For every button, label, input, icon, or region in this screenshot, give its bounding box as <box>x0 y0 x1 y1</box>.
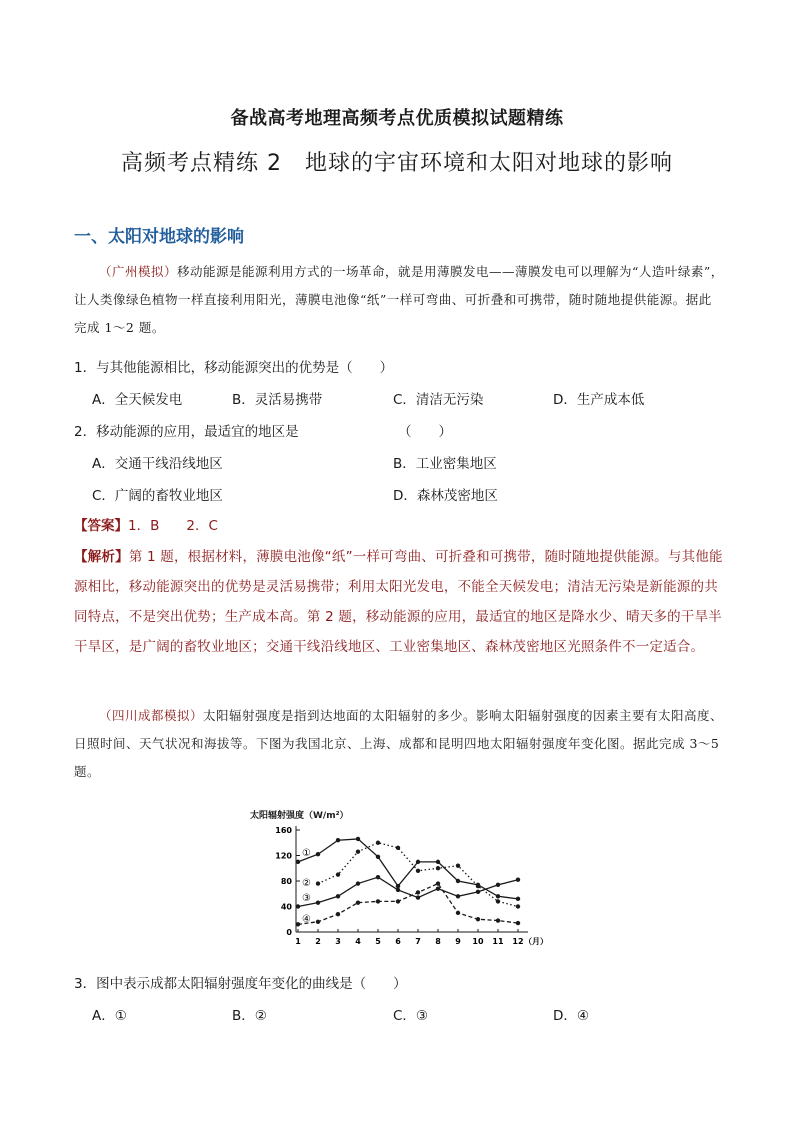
x-tick-label: 11 <box>492 937 504 946</box>
analysis-label: 【解析】 <box>74 549 129 565</box>
y-tick-label: 120 <box>275 851 292 861</box>
y-tick-label: 0 <box>286 928 292 937</box>
data-point <box>416 860 420 864</box>
data-point <box>396 846 400 850</box>
page-title: 备战高考地理高频考点优质模拟试题精练 <box>230 108 564 129</box>
series-line-3 <box>298 877 518 906</box>
data-point <box>476 917 480 921</box>
data-point <box>316 852 320 856</box>
data-point <box>356 837 360 841</box>
chart-title: 太阳辐射强度（W/m²） <box>250 811 349 821</box>
material-2-text: 太阳辐射强度是指到达地面的太阳辐射的多少。影响太阳辐射强度的因素主要有太阳高度、日照时间、天气状况和海拔等。下图为我国北京、上海、成都和昆明四地太阳辐射强度年变化图。据此完成 3～5 题。 <box>74 708 724 779</box>
data-point <box>336 872 340 876</box>
data-point <box>496 894 500 898</box>
y-tick-label: 40 <box>280 902 292 912</box>
question-3-option-d[interactable]: D．④ <box>553 1008 589 1024</box>
question-3-stem: 3．图中表示成都太阳辐射强度年变化的曲线是（ ） <box>74 976 407 992</box>
data-point <box>416 890 420 894</box>
question-3-option-b[interactable]: B．② <box>232 1008 267 1024</box>
data-point <box>496 899 500 903</box>
data-point <box>336 894 340 898</box>
x-tick-label: 12 <box>512 937 524 946</box>
data-point <box>456 864 460 868</box>
x-tick-label: 7 <box>415 937 421 946</box>
question-1-option-a[interactable]: A．全天候发电 <box>92 392 183 408</box>
data-point <box>436 886 440 890</box>
data-point <box>476 890 480 894</box>
x-tick-label: 4 <box>355 937 361 946</box>
material-1-source: （广州模拟） <box>99 264 178 279</box>
analysis-text: 第 1 题，根据材料，薄膜电池像“纸”一样可弯曲、可折叠和可携带，随时随地提供能源。与其他能源相比，移动能源突出的优势是灵活易携带；利用太阳光发电，不能全天候发电；清洁无污染是新能源的共同特点，不是突出优势；生产成本高。第 2 题，移动能源的应用，最适宜的地区是降水少、晴天多的干旱半干旱区，是广阔的畜牧业地区；交通干线沿线地区、工业密集地区、森林茂密地区光照条件不一定适合。 <box>74 549 723 655</box>
data-point <box>436 866 440 870</box>
data-point <box>356 881 360 885</box>
y-tick-label: 160 <box>275 826 292 835</box>
series-label-2: ② <box>302 878 311 889</box>
x-tick-label: 9 <box>455 937 461 946</box>
answer-label: 【答案】 <box>74 518 128 534</box>
question-1-stem: 1．与其他能源相比，移动能源突出的优势是（ ） <box>74 360 394 376</box>
data-point <box>456 894 460 898</box>
x-tick-label: 5 <box>375 937 381 946</box>
data-point <box>516 921 520 925</box>
data-point <box>316 900 320 904</box>
question-2-option-d[interactable]: D．森林茂密地区 <box>393 488 498 504</box>
question-2-option-b[interactable]: B．工业密集地区 <box>393 456 497 472</box>
material-1 <box>74 258 724 342</box>
material-2 <box>74 702 724 786</box>
x-tick-label: 1 <box>295 937 301 946</box>
question-2-option-c[interactable]: C．广阔的畜牧业地区 <box>92 488 223 504</box>
section-heading: 一、太阳对地球的影响 <box>74 227 244 247</box>
data-point <box>356 849 360 853</box>
data-point <box>396 899 400 903</box>
series-label-4: ④ <box>302 914 311 925</box>
series-label-3: ③ <box>302 893 311 904</box>
data-point <box>456 879 460 883</box>
data-point <box>516 897 520 901</box>
answer-line <box>74 514 218 534</box>
question-2-option-a[interactable]: A．交通干线沿线地区 <box>92 456 223 472</box>
data-point <box>496 883 500 887</box>
data-point <box>376 855 380 859</box>
analysis-block <box>74 542 724 662</box>
page-subtitle: 高频考点精练 2 地球的宇宙环境和太阳对地球的影响 <box>121 151 673 176</box>
x-tick-label: 3 <box>335 937 341 946</box>
series-label-1: ① <box>302 848 311 859</box>
data-point <box>396 884 400 888</box>
data-point <box>296 860 300 864</box>
question-3-option-a[interactable]: A．① <box>92 1008 127 1024</box>
data-point <box>336 838 340 842</box>
question-1-option-d[interactable]: D．生产成本低 <box>553 392 645 408</box>
x-tick-label: 6 <box>395 937 401 946</box>
data-point <box>336 912 340 916</box>
x-tick-label: 2 <box>315 937 321 946</box>
radiation-chart <box>240 800 550 960</box>
material-1-text: 移动能源是能源利用方式的一场革命，就是用薄膜发电——薄膜发电可以理解为“人造叶绿素”，让人类像绿色植物一样直接利用阳光，薄膜电池像“纸”一样可弯曲、可折叠和可携带，随时随地提供能源。据此完成 1～2 题。 <box>74 264 724 335</box>
data-point <box>296 922 300 926</box>
data-point <box>436 860 440 864</box>
x-tick-label: 10 <box>472 937 484 946</box>
data-point <box>416 895 420 899</box>
y-tick-label: 80 <box>280 877 292 886</box>
data-point <box>516 878 520 882</box>
data-point <box>316 920 320 924</box>
question-2-stem: 2．移动能源的应用，最适宜的地区是 <box>74 424 299 440</box>
data-point <box>376 875 380 879</box>
x-axis-label: （月） <box>524 937 548 946</box>
data-point <box>396 888 400 892</box>
x-tick-label: 8 <box>435 937 441 946</box>
data-point <box>496 918 500 922</box>
data-point <box>376 899 380 903</box>
data-point <box>516 904 520 908</box>
data-point <box>456 911 460 915</box>
question-3-option-c[interactable]: C．③ <box>393 1008 429 1024</box>
data-point <box>356 900 360 904</box>
question-2-paren: （ ） <box>398 424 452 440</box>
data-point <box>316 881 320 885</box>
answer-text: 1．B 2．C <box>128 518 218 534</box>
data-point <box>376 841 380 845</box>
data-point <box>476 884 480 888</box>
material-2-source: （四川成都模拟） <box>99 708 204 723</box>
data-point <box>436 881 440 885</box>
data-point <box>296 904 300 908</box>
data-point <box>416 869 420 873</box>
question-1-option-b[interactable]: B．灵活易携带 <box>232 392 323 408</box>
question-1-option-c[interactable]: C．清洁无污染 <box>393 392 484 408</box>
